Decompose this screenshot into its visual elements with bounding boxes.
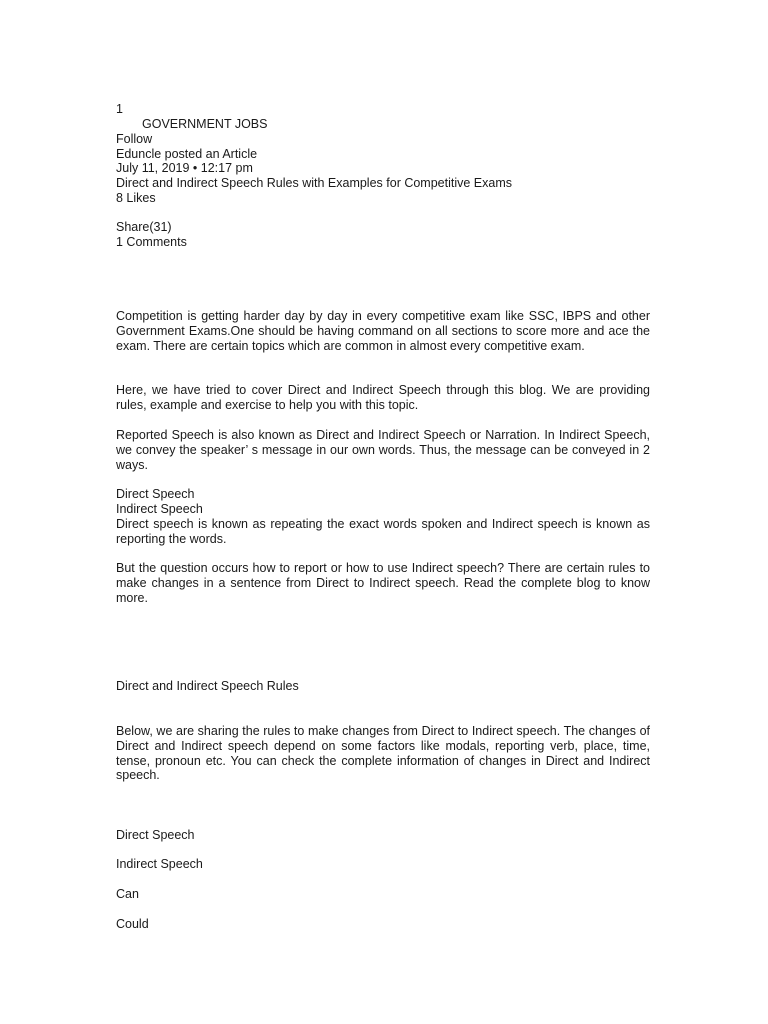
article-page xyxy=(116,0,650,1024)
category-label: GOVERNMENT JOBS xyxy=(142,117,268,131)
page-number: 1 xyxy=(116,102,123,116)
question-paragraph: But the question occurs how to report or how to use Indirect speech? There are certain rules to make changes in a sentence from Direct to Indirect speech. Read the complete blog to know more. xyxy=(116,561,650,605)
author-line: Eduncle posted an Article xyxy=(116,147,258,161)
comments-link[interactable]: 1 Comments xyxy=(116,235,187,249)
follow-link[interactable]: Follow xyxy=(116,132,153,146)
table-cell-can: Can xyxy=(116,887,139,901)
likes-count[interactable]: 8 Likes xyxy=(116,191,156,205)
way-direct-speech: Direct Speech xyxy=(116,487,195,501)
way-indirect-speech: Indirect Speech xyxy=(116,502,203,516)
rules-intro-paragraph: Below, we are sharing the rules to make changes from Direct to Indirect speech. The changes of Direct and Indirect speech depend on some factors like modals, reporting verb, place, time, tense, pronoun etc. You can check the complete information of changes in Direct and Indirect speech. xyxy=(116,724,650,783)
article-title: Direct and Indirect Speech Rules with Examples for Competitive Exams xyxy=(116,176,512,190)
definition-paragraph: Direct speech is known as repeating the exact words spoken and Indirect speech is known as reporting the words. xyxy=(116,517,650,546)
table-header-direct: Direct Speech xyxy=(116,828,195,842)
intro-paragraph-2: Here, we have tried to cover Direct and Indirect Speech through this blog. We are providing rules, example and exercise to help you with this topic. xyxy=(116,383,650,412)
intro-paragraph-1: Competition is getting harder day by day in every competitive exam like SSC, IBPS and other Government Exams.One should be having command on all sections to score more and ace the exam. There are certain topics which are common in almost every competitive exam. xyxy=(116,309,650,353)
intro-paragraph-3: Reported Speech is also known as Direct and Indirect Speech or Narration. In Indirect Speech, we convey the speaker’ s message in our own words. Thus, the message can be conveyed in 2 ways. xyxy=(116,428,650,472)
post-date: July 11, 2019 • 12:17 pm xyxy=(116,161,253,175)
table-cell-could: Could xyxy=(116,917,149,931)
table-header-indirect: Indirect Speech xyxy=(116,857,203,871)
rules-heading: Direct and Indirect Speech Rules xyxy=(116,679,299,693)
share-button[interactable]: Share(31) xyxy=(116,220,172,234)
